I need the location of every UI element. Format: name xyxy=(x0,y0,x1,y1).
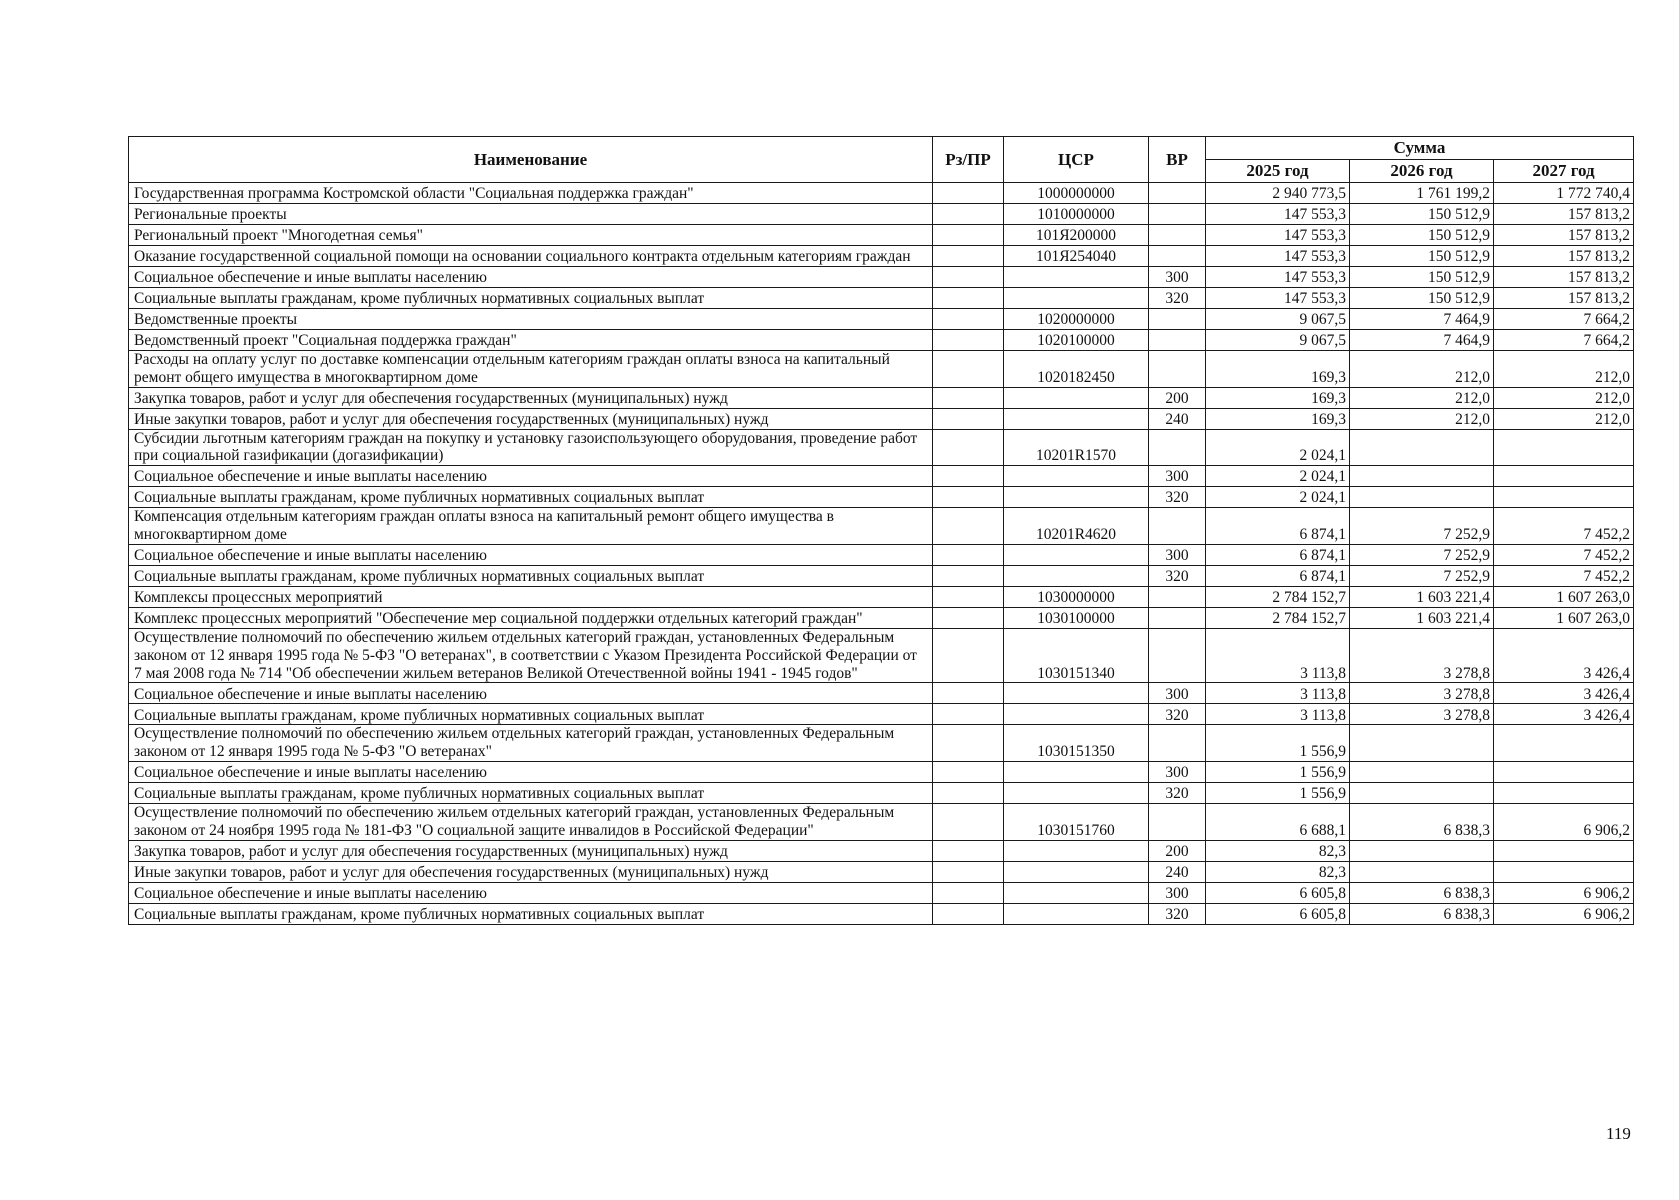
cell-vr xyxy=(1149,725,1206,762)
cell-2025: 1 556,9 xyxy=(1206,725,1350,762)
cell-2026: 150 512,9 xyxy=(1350,267,1494,288)
cell-rzpr xyxy=(933,782,1004,803)
cell-2026 xyxy=(1350,840,1494,861)
cell-2025: 1 556,9 xyxy=(1206,761,1350,782)
cell-2026: 1 761 199,2 xyxy=(1350,183,1494,204)
cell-rzpr xyxy=(933,725,1004,762)
cell-name: Социальное обеспечение и иные выплаты населению xyxy=(129,683,933,704)
cell-2026: 6 838,3 xyxy=(1350,903,1494,924)
cell-name: Закупка товаров, работ и услуг для обеспечения государственных (муниципальных) нужд xyxy=(129,387,933,408)
cell-csr xyxy=(1004,544,1149,565)
cell-2027: 1 772 740,4 xyxy=(1494,183,1634,204)
cell-2027: 7 452,2 xyxy=(1494,544,1634,565)
cell-2025: 3 113,8 xyxy=(1206,628,1350,682)
table-row xyxy=(129,725,1634,762)
cell-csr xyxy=(1004,882,1149,903)
cell-vr: 300 xyxy=(1149,267,1206,288)
cell-2027: 157 813,2 xyxy=(1494,246,1634,267)
cell-rzpr xyxy=(933,225,1004,246)
cell-2025: 2 024,1 xyxy=(1206,466,1350,487)
cell-vr: 300 xyxy=(1149,544,1206,565)
cell-csr xyxy=(1004,267,1149,288)
header-name: Наименование xyxy=(129,137,933,183)
cell-2027: 157 813,2 xyxy=(1494,204,1634,225)
table-row xyxy=(129,628,1634,682)
cell-2026: 6 838,3 xyxy=(1350,882,1494,903)
cell-vr: 240 xyxy=(1149,861,1206,882)
cell-csr: 1020100000 xyxy=(1004,330,1149,351)
cell-2027: 6 906,2 xyxy=(1494,882,1634,903)
cell-2027: 7 664,2 xyxy=(1494,309,1634,330)
table-row xyxy=(129,309,1634,330)
cell-name: Закупка товаров, работ и услуг для обеспечения государственных (муниципальных) нужд xyxy=(129,840,933,861)
table-row xyxy=(129,466,1634,487)
table-row xyxy=(129,225,1634,246)
cell-vr xyxy=(1149,330,1206,351)
cell-csr: 10201R1570 xyxy=(1004,429,1149,466)
table-row xyxy=(129,246,1634,267)
cell-name: Государственная программа Костромской области "Социальная поддержка граждан" xyxy=(129,183,933,204)
cell-2027: 6 906,2 xyxy=(1494,903,1634,924)
cell-2027: 212,0 xyxy=(1494,387,1634,408)
cell-2025: 6 605,8 xyxy=(1206,903,1350,924)
cell-2025: 147 553,3 xyxy=(1206,267,1350,288)
table-row xyxy=(129,183,1634,204)
table-row xyxy=(129,330,1634,351)
table-row xyxy=(129,882,1634,903)
cell-name: Иные закупки товаров, работ и услуг для обеспечения государственных (муниципальных) нужд xyxy=(129,861,933,882)
cell-2026: 7 464,9 xyxy=(1350,309,1494,330)
cell-2026: 212,0 xyxy=(1350,351,1494,388)
cell-2027: 212,0 xyxy=(1494,408,1634,429)
cell-csr xyxy=(1004,840,1149,861)
cell-rzpr xyxy=(933,267,1004,288)
table-row xyxy=(129,508,1634,545)
cell-2025: 169,3 xyxy=(1206,408,1350,429)
table-row xyxy=(129,903,1634,924)
cell-name: Оказание государственной социальной помощи на основании социального контракта отдельным категориям граждан xyxy=(129,246,933,267)
cell-vr: 320 xyxy=(1149,704,1206,725)
cell-rzpr xyxy=(933,586,1004,607)
cell-rzpr xyxy=(933,628,1004,682)
cell-csr xyxy=(1004,387,1149,408)
cell-2027 xyxy=(1494,782,1634,803)
cell-vr: 240 xyxy=(1149,408,1206,429)
cell-name: Социальные выплаты гражданам, кроме публичных нормативных социальных выплат xyxy=(129,704,933,725)
table-row xyxy=(129,487,1634,508)
cell-2025: 9 067,5 xyxy=(1206,330,1350,351)
cell-2025: 6 605,8 xyxy=(1206,882,1350,903)
table-row xyxy=(129,565,1634,586)
cell-vr xyxy=(1149,607,1206,628)
cell-vr xyxy=(1149,803,1206,840)
cell-name: Иные закупки товаров, работ и услуг для обеспечения государственных (муниципальных) нужд xyxy=(129,408,933,429)
cell-rzpr xyxy=(933,761,1004,782)
cell-name: Осуществление полномочий по обеспечению жильем отдельных категорий граждан, установленных Федеральным законом от 24 ноября 1995 года № 181-ФЗ "О социальной защите инвалидов в Российской Федерации" xyxy=(129,803,933,840)
cell-2026: 150 512,9 xyxy=(1350,225,1494,246)
cell-2027: 1 607 263,0 xyxy=(1494,607,1634,628)
cell-2027 xyxy=(1494,761,1634,782)
cell-name: Социальное обеспечение и иные выплаты населению xyxy=(129,466,933,487)
cell-2025: 82,3 xyxy=(1206,840,1350,861)
cell-2027: 157 813,2 xyxy=(1494,225,1634,246)
cell-rzpr xyxy=(933,466,1004,487)
cell-2025: 3 113,8 xyxy=(1206,683,1350,704)
cell-name: Региональный проект "Многодетная семья" xyxy=(129,225,933,246)
cell-2025: 3 113,8 xyxy=(1206,704,1350,725)
cell-2026: 212,0 xyxy=(1350,408,1494,429)
table-row xyxy=(129,704,1634,725)
header-sum: Сумма xyxy=(1206,137,1634,160)
cell-2026 xyxy=(1350,466,1494,487)
table-row xyxy=(129,861,1634,882)
cell-csr xyxy=(1004,288,1149,309)
cell-name: Ведомственный проект "Социальная поддержка граждан" xyxy=(129,330,933,351)
header-year-2025: 2025 год xyxy=(1206,160,1350,183)
cell-2025: 147 553,3 xyxy=(1206,246,1350,267)
cell-csr: 1020182450 xyxy=(1004,351,1149,388)
cell-vr: 320 xyxy=(1149,565,1206,586)
cell-rzpr xyxy=(933,607,1004,628)
cell-2026 xyxy=(1350,861,1494,882)
cell-rzpr xyxy=(933,803,1004,840)
table-row xyxy=(129,267,1634,288)
cell-vr: 300 xyxy=(1149,761,1206,782)
cell-2027: 3 426,4 xyxy=(1494,683,1634,704)
cell-2027: 7 452,2 xyxy=(1494,565,1634,586)
cell-2026: 150 512,9 xyxy=(1350,204,1494,225)
table-row xyxy=(129,288,1634,309)
cell-2025: 82,3 xyxy=(1206,861,1350,882)
cell-csr: 1030100000 xyxy=(1004,607,1149,628)
cell-rzpr xyxy=(933,487,1004,508)
cell-vr: 200 xyxy=(1149,840,1206,861)
cell-2025: 2 940 773,5 xyxy=(1206,183,1350,204)
cell-rzpr xyxy=(933,330,1004,351)
cell-vr: 320 xyxy=(1149,288,1206,309)
cell-name: Социальное обеспечение и иные выплаты населению xyxy=(129,761,933,782)
cell-2025: 2 024,1 xyxy=(1206,429,1350,466)
cell-name: Комплекс процессных мероприятий "Обеспечение мер социальной поддержки отдельных категорий граждан" xyxy=(129,607,933,628)
cell-name: Социальные выплаты гражданам, кроме публичных нормативных социальных выплат xyxy=(129,487,933,508)
cell-2026: 1 603 221,4 xyxy=(1350,607,1494,628)
cell-name: Социальное обеспечение и иные выплаты населению xyxy=(129,544,933,565)
cell-csr: 1010000000 xyxy=(1004,204,1149,225)
cell-2026: 1 603 221,4 xyxy=(1350,586,1494,607)
table-row xyxy=(129,840,1634,861)
cell-name: Расходы на оплату услуг по доставке компенсации отдельным категориям граждан оплаты взноса на капитальный ремонт общего имущества в многоквартирном доме xyxy=(129,351,933,388)
cell-vr xyxy=(1149,309,1206,330)
cell-2025: 147 553,3 xyxy=(1206,288,1350,309)
cell-2025: 6 874,1 xyxy=(1206,508,1350,545)
cell-2025: 2 784 152,7 xyxy=(1206,607,1350,628)
cell-vr xyxy=(1149,183,1206,204)
cell-vr xyxy=(1149,586,1206,607)
cell-name: Социальное обеспечение и иные выплаты населению xyxy=(129,267,933,288)
table-row xyxy=(129,544,1634,565)
table-row xyxy=(129,429,1634,466)
cell-2025: 2 024,1 xyxy=(1206,487,1350,508)
cell-rzpr xyxy=(933,429,1004,466)
cell-2026 xyxy=(1350,725,1494,762)
cell-2027: 157 813,2 xyxy=(1494,288,1634,309)
cell-2026: 150 512,9 xyxy=(1350,246,1494,267)
cell-rzpr xyxy=(933,204,1004,225)
cell-2026: 150 512,9 xyxy=(1350,288,1494,309)
cell-2026 xyxy=(1350,761,1494,782)
table-header xyxy=(129,137,1634,183)
cell-csr xyxy=(1004,466,1149,487)
cell-name: Социальные выплаты гражданам, кроме публичных нормативных социальных выплат xyxy=(129,903,933,924)
cell-2025: 6 874,1 xyxy=(1206,565,1350,586)
budget-table xyxy=(128,136,1634,925)
cell-2027: 3 426,4 xyxy=(1494,628,1634,682)
cell-2025: 169,3 xyxy=(1206,351,1350,388)
cell-2025: 2 784 152,7 xyxy=(1206,586,1350,607)
cell-rzpr xyxy=(933,351,1004,388)
cell-csr: 101Я200000 xyxy=(1004,225,1149,246)
table-row xyxy=(129,607,1634,628)
cell-vr xyxy=(1149,225,1206,246)
cell-name: Социальные выплаты гражданам, кроме публичных нормативных социальных выплат xyxy=(129,565,933,586)
cell-csr xyxy=(1004,487,1149,508)
table-row xyxy=(129,803,1634,840)
header-csr: ЦСР xyxy=(1004,137,1149,183)
table-row xyxy=(129,351,1634,388)
cell-2025: 1 556,9 xyxy=(1206,782,1350,803)
table-row xyxy=(129,204,1634,225)
cell-csr xyxy=(1004,704,1149,725)
cell-rzpr xyxy=(933,861,1004,882)
cell-vr xyxy=(1149,628,1206,682)
cell-name: Субсидии льготным категориям граждан на покупку и установку газоиспользующего оборудования, проведение работ при социальной газификации (догазификации) xyxy=(129,429,933,466)
cell-vr xyxy=(1149,351,1206,388)
cell-2026: 6 838,3 xyxy=(1350,803,1494,840)
cell-name: Осуществление полномочий по обеспечению жильем отдельных категорий граждан, установленных Федеральным законом от 12 января 1995 года № 5-ФЗ "О ветеранах", в соответствии с Указом Президента Российской Федерации от 7 мая 2008 года № 714 "Об обеспечении жильем ветеранов Великой Отечественной войны 1941 - 1945 годов" xyxy=(129,628,933,682)
table-body xyxy=(129,183,1634,925)
cell-2026: 3 278,8 xyxy=(1350,704,1494,725)
cell-vr: 300 xyxy=(1149,882,1206,903)
cell-vr xyxy=(1149,246,1206,267)
cell-name: Ведомственные проекты xyxy=(129,309,933,330)
cell-rzpr xyxy=(933,183,1004,204)
table-row xyxy=(129,408,1634,429)
table-row xyxy=(129,683,1634,704)
cell-csr xyxy=(1004,761,1149,782)
cell-name: Социальное обеспечение и иные выплаты населению xyxy=(129,882,933,903)
cell-csr: 1030000000 xyxy=(1004,586,1149,607)
cell-2027: 3 426,4 xyxy=(1494,704,1634,725)
cell-2026 xyxy=(1350,429,1494,466)
cell-rzpr xyxy=(933,288,1004,309)
cell-2027: 7 664,2 xyxy=(1494,330,1634,351)
cell-rzpr xyxy=(933,882,1004,903)
header-year-2027: 2027 год xyxy=(1494,160,1634,183)
cell-2027 xyxy=(1494,725,1634,762)
cell-rzpr xyxy=(933,387,1004,408)
cell-name: Комплексы процессных мероприятий xyxy=(129,586,933,607)
cell-2027: 7 452,2 xyxy=(1494,508,1634,545)
cell-2025: 147 553,3 xyxy=(1206,204,1350,225)
cell-2026: 7 252,9 xyxy=(1350,544,1494,565)
cell-csr xyxy=(1004,565,1149,586)
cell-rzpr xyxy=(933,565,1004,586)
cell-rzpr xyxy=(933,704,1004,725)
cell-rzpr xyxy=(933,508,1004,545)
table-row xyxy=(129,761,1634,782)
cell-2027 xyxy=(1494,840,1634,861)
cell-name: Региональные проекты xyxy=(129,204,933,225)
cell-csr: 1000000000 xyxy=(1004,183,1149,204)
cell-2027 xyxy=(1494,466,1634,487)
cell-vr: 320 xyxy=(1149,903,1206,924)
cell-vr xyxy=(1149,204,1206,225)
cell-rzpr xyxy=(933,309,1004,330)
cell-vr xyxy=(1149,429,1206,466)
cell-2025: 147 553,3 xyxy=(1206,225,1350,246)
cell-vr xyxy=(1149,508,1206,545)
cell-2026 xyxy=(1350,782,1494,803)
cell-2027: 1 607 263,0 xyxy=(1494,586,1634,607)
table-row xyxy=(129,387,1634,408)
cell-2026: 7 252,9 xyxy=(1350,508,1494,545)
cell-2026: 3 278,8 xyxy=(1350,628,1494,682)
cell-2025: 9 067,5 xyxy=(1206,309,1350,330)
cell-name: Осуществление полномочий по обеспечению жильем отдельных категорий граждан, установленных Федеральным законом от 12 января 1995 года № 5-ФЗ "О ветеранах" xyxy=(129,725,933,762)
cell-vr: 300 xyxy=(1149,466,1206,487)
cell-vr: 200 xyxy=(1149,387,1206,408)
cell-rzpr xyxy=(933,903,1004,924)
cell-rzpr xyxy=(933,840,1004,861)
cell-2025: 6 874,1 xyxy=(1206,544,1350,565)
cell-vr: 320 xyxy=(1149,782,1206,803)
cell-vr: 300 xyxy=(1149,683,1206,704)
header-rzpr: Рз/ПР xyxy=(933,137,1004,183)
cell-csr: 1030151760 xyxy=(1004,803,1149,840)
cell-2027 xyxy=(1494,429,1634,466)
cell-csr: 1030151340 xyxy=(1004,628,1149,682)
cell-csr xyxy=(1004,683,1149,704)
cell-rzpr xyxy=(933,683,1004,704)
cell-csr xyxy=(1004,408,1149,429)
cell-csr xyxy=(1004,903,1149,924)
cell-2026: 7 252,9 xyxy=(1350,565,1494,586)
cell-vr: 320 xyxy=(1149,487,1206,508)
cell-2026: 212,0 xyxy=(1350,387,1494,408)
cell-2026: 7 464,9 xyxy=(1350,330,1494,351)
header-vr: ВР xyxy=(1149,137,1206,183)
cell-2025: 169,3 xyxy=(1206,387,1350,408)
cell-csr: 1020000000 xyxy=(1004,309,1149,330)
cell-rzpr xyxy=(933,544,1004,565)
cell-name: Компенсация отдельным категориям граждан оплаты взноса на капитальный ремонт общего имущества в многоквартирном доме xyxy=(129,508,933,545)
cell-csr xyxy=(1004,861,1149,882)
cell-2027: 6 906,2 xyxy=(1494,803,1634,840)
cell-2025: 6 688,1 xyxy=(1206,803,1350,840)
cell-2027: 212,0 xyxy=(1494,351,1634,388)
cell-2027 xyxy=(1494,487,1634,508)
cell-rzpr xyxy=(933,246,1004,267)
cell-name: Социальные выплаты гражданам, кроме публичных нормативных социальных выплат xyxy=(129,782,933,803)
cell-name: Социальные выплаты гражданам, кроме публичных нормативных социальных выплат xyxy=(129,288,933,309)
table-row xyxy=(129,782,1634,803)
cell-2026 xyxy=(1350,487,1494,508)
cell-2026: 3 278,8 xyxy=(1350,683,1494,704)
cell-2027: 157 813,2 xyxy=(1494,267,1634,288)
page-number: 119 xyxy=(1606,1124,1631,1143)
cell-csr: 101Я254040 xyxy=(1004,246,1149,267)
cell-rzpr xyxy=(933,408,1004,429)
cell-2027 xyxy=(1494,861,1634,882)
cell-csr xyxy=(1004,782,1149,803)
table-row xyxy=(129,586,1634,607)
header-year-2026: 2026 год xyxy=(1350,160,1494,183)
cell-csr: 10201R4620 xyxy=(1004,508,1149,545)
cell-csr: 1030151350 xyxy=(1004,725,1149,762)
